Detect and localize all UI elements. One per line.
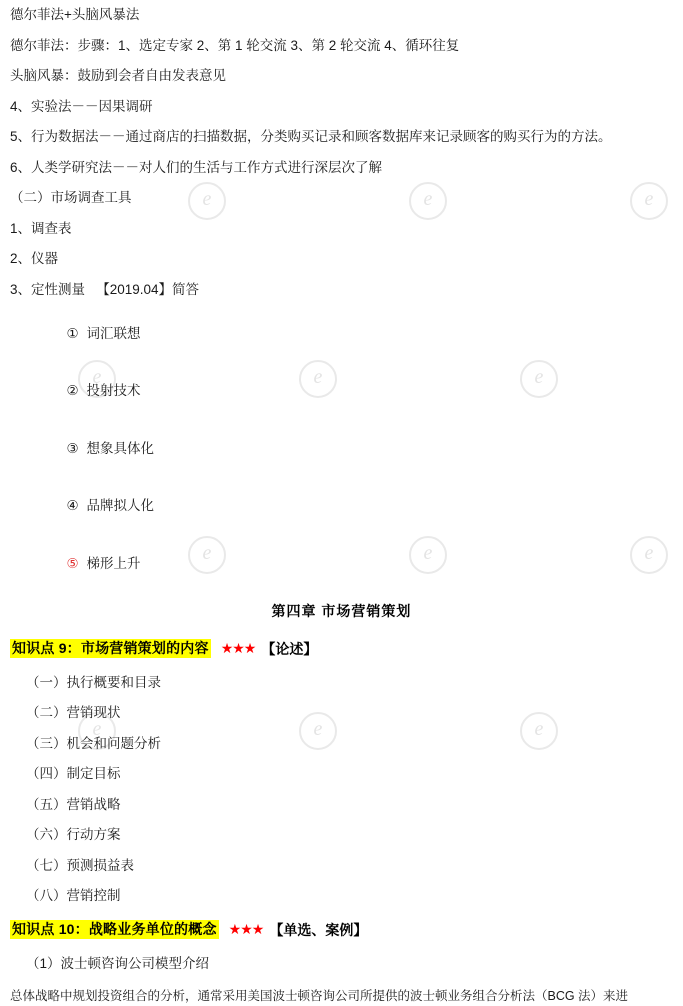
knowledge-point-10-header [10,920,673,940]
text-line: 德尔菲法：步骤：1、选定专家 2、第 1 轮交流 3、第 2 轮交流 4、循环往复 [10,37,460,53]
text-line: （五）营销战略 [26,796,121,812]
knowledge-point-title: 知识点 9：市场营销策划的内容 [10,639,211,658]
text-line: 3、定性测量 【2019.04】简答 [10,281,200,297]
watermark-mark: e [409,182,447,220]
knowledge-point-title: 知识点 10：战略业务单位的概念 [10,920,219,939]
list-marker: ⑤ [66,555,79,571]
text-line: （八）营销控制 [26,888,121,903]
list-item [10,371,673,412]
list-item-label: 词汇联想 [86,325,141,341]
knowledge-point-tag: 【单选、案例】 [269,921,368,938]
text-line: （一）执行概要和目录 [26,674,161,690]
watermark-mark: e [520,360,558,398]
text-line: （七）预测损益表 [26,857,134,873]
watermark-mark: e [409,536,447,574]
list-item [10,543,673,584]
watermark-mark: e [630,182,668,220]
text-line: （二）市场调查工具 [10,190,132,205]
list-item-label: 品牌拟人化 [86,498,155,513]
list-item-label: 想象具体化 [86,440,155,456]
list-marker: ③ [66,440,79,456]
list-marker: ④ [66,498,79,513]
watermark-mark: e [78,360,116,398]
watermark-mark: e [188,182,226,220]
text-line: 2、仪器 [10,251,59,266]
text-line: 4、实验法－－因果调研 [10,98,153,114]
star-rating-icon: ★★★ [228,921,264,937]
list-item [10,486,673,527]
list-item [10,428,673,469]
list-item-label: 梯形上升 [86,555,141,571]
text-line: 6、人类学研究法－－对人们的生活与工作方式进行深层次了解 [10,159,383,175]
watermark-mark: e [188,536,226,574]
watermark-mark: e [299,360,337,398]
text-line: （四）制定目标 [26,766,121,781]
watermark-mark: e [630,536,668,574]
knowledge-point-tag: 【论述】 [261,640,318,657]
list-item-label: 投射技术 [86,383,141,398]
paragraph-text: 总体战略中规划投资组合的分析，通常采用美国波士顿咨询公司所提供的波士顿业务组合分析法（BCG 法）来进 [10,989,629,1003]
text-line: 头脑风暴：鼓励到会者自由发表意见 [10,68,226,83]
list-marker: ① [66,325,79,341]
watermark-mark: e [78,712,116,750]
watermark-mark: e [299,712,337,750]
text-line: （二）营销现状 [26,705,121,720]
star-rating-icon: ★★★ [220,640,256,656]
text-line: （三）机会和问题分析 [26,735,161,751]
list-marker: ② [66,383,79,398]
text-line: 5、行为数据法－－通过商店的扫描数据，分类购买记录和顾客数据库来记录顾客的购买行为的方法。 [10,129,612,144]
text-line: （1）波士顿咨询公司模型介绍 [26,955,210,971]
text-line: 德尔菲法+头脑风暴法 [10,7,140,22]
text-line: （六）行动方案 [26,827,121,842]
watermark-mark: e [520,712,558,750]
text-line: 1、调查表 [10,220,72,236]
list-item [10,313,673,354]
knowledge-point-9-header [10,639,673,659]
chapter-title: 第四章 市场营销策划 [271,602,412,619]
